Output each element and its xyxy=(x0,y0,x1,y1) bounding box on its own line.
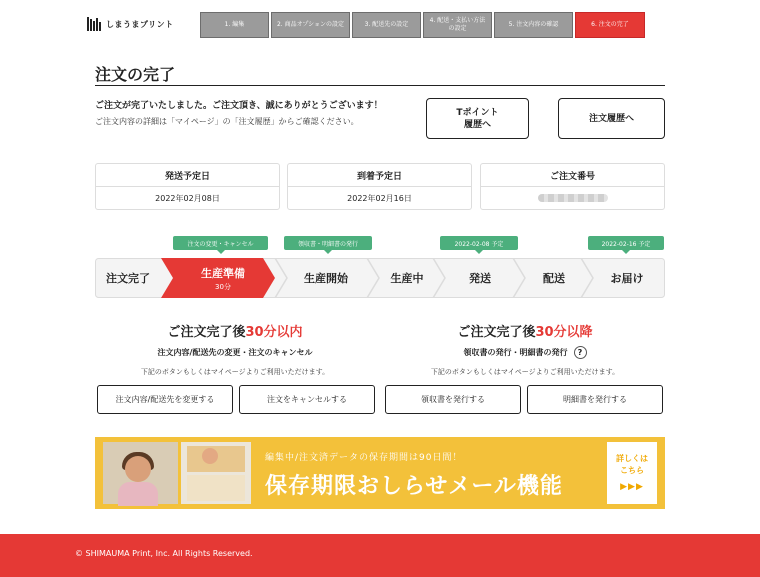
help-icon[interactable]: ? xyxy=(574,346,587,359)
card-value xyxy=(481,187,664,209)
step-label: 6. 注文の完了 xyxy=(591,21,629,28)
ship-date-card xyxy=(95,163,280,210)
cta-label: 詳しくは こちら xyxy=(616,454,648,475)
stage-label: 生産準備 xyxy=(201,266,245,280)
card-label: 発送予定日 xyxy=(96,164,279,187)
redacted-order-number xyxy=(538,194,608,202)
photo-shape xyxy=(202,448,218,464)
thanks-message: ご注文が完了いたしました。ご注文頂き、誠にありがとうございます！ xyxy=(95,101,383,111)
step-label: 1. 編集 xyxy=(224,21,245,28)
title-divider xyxy=(95,85,665,86)
within-30min-note: 下記のボタンもしくはマイページよりご利用いただけます。 xyxy=(140,368,330,376)
within-30min-subtitle: 注文内容/配送先の変更・注文のキャンセル xyxy=(157,348,313,357)
title-highlight: 30分以内 xyxy=(245,325,303,340)
child-photo-image xyxy=(103,442,178,504)
banner-headline: 保存期限おしらせメール機能 xyxy=(265,474,563,499)
step-3 xyxy=(352,12,421,38)
after-30min-subtitle xyxy=(385,346,665,359)
step-4 xyxy=(423,12,492,38)
arrival-date-card xyxy=(287,163,472,210)
step-6-active xyxy=(575,12,645,38)
subtitle-text: 領収書の発行・明細書の発行 xyxy=(463,348,568,357)
stage-label: 注文完了 xyxy=(106,272,150,285)
title-prefix: ご注文完了後 xyxy=(457,325,536,340)
title-prefix: ご注文完了後 xyxy=(167,325,246,340)
photo-shape xyxy=(187,475,245,501)
change-order-button[interactable]: 注文内容/配送先を変更する xyxy=(97,385,233,414)
issue-statement-button[interactable]: 明細書を発行する xyxy=(527,385,663,414)
step-label: 5. 注文内容の確認 xyxy=(508,21,559,28)
stage-label: 生産中 xyxy=(390,272,424,285)
photo-shape xyxy=(118,482,158,506)
progress-tag: 2022-02-08 予定 xyxy=(440,236,518,250)
progress-tag: 注文の変更・キャンセル xyxy=(173,236,268,250)
progress-tag: 領収書・明細書の発行 xyxy=(284,236,372,250)
page-title: 注文の完了 xyxy=(95,65,176,84)
progress-tag: 2022-02-16 予定 xyxy=(588,236,664,250)
brand-logo[interactable] xyxy=(87,17,174,31)
logo-text: しまうまプリント xyxy=(106,19,174,29)
stage-order-complete xyxy=(95,258,161,298)
order-progress-bar xyxy=(95,258,665,298)
stage-delivered xyxy=(589,258,665,298)
order-history-button[interactable]: 注文履歴へ xyxy=(558,98,665,139)
after-30min-title xyxy=(385,321,665,340)
step-1 xyxy=(200,12,269,38)
stage-label: 配送 xyxy=(543,272,565,285)
step-2 xyxy=(271,12,350,38)
storage-notice-banner[interactable] xyxy=(95,437,665,509)
stage-in-production xyxy=(375,258,439,298)
order-number-card xyxy=(480,163,665,210)
title-highlight: 30分以降 xyxy=(535,325,593,340)
tpoint-history-button[interactable]: Tポイント 履歴へ xyxy=(426,98,529,139)
banner-details-button[interactable] xyxy=(607,442,657,504)
zebra-logo-icon xyxy=(87,17,101,31)
site-footer xyxy=(0,534,760,577)
thanks-subtext: ご注文内容の詳細は「マイページ」の「注文履歴」からご確認ください。 xyxy=(95,117,359,126)
banner-subtitle: 編集中/注文済データの保存期間は90日間！ xyxy=(265,453,463,463)
step-5 xyxy=(494,12,573,38)
photo-shape xyxy=(125,456,151,482)
checkout-steps xyxy=(200,12,645,38)
stage-label: お届け xyxy=(610,272,644,285)
stage-preparing xyxy=(173,258,273,298)
stage-shipping xyxy=(441,258,519,298)
step-label: 3. 配送先の設定 xyxy=(364,21,409,28)
within-30min-title xyxy=(95,321,375,340)
card-label: ご注文番号 xyxy=(481,164,664,187)
card-value: 2022年02月16日 xyxy=(347,193,412,203)
step-label: 2. 商品オプションの設定 xyxy=(276,21,345,28)
stage-production-start xyxy=(281,258,371,298)
step-label: 4. 配送・支払い方法の設定 xyxy=(429,17,486,32)
stage-label: 発送 xyxy=(469,272,491,285)
card-value: 2022年02月08日 xyxy=(155,193,220,203)
card-label: 到着予定日 xyxy=(288,164,471,187)
after-30min-note: 下記のボタンもしくはマイページよりご利用いただけます。 xyxy=(430,368,620,376)
issue-receipt-button[interactable]: 領収書を発行する xyxy=(385,385,521,414)
stage-sublabel: 30分 xyxy=(215,282,231,291)
copyright-text: © SHIMAUMA Print, Inc. All Rights Reserved. xyxy=(75,549,253,558)
stage-label: 生産開始 xyxy=(304,272,348,285)
stage-delivery xyxy=(521,258,587,298)
photobook-image xyxy=(181,442,251,504)
cancel-order-button[interactable]: 注文をキャンセルする xyxy=(239,385,375,414)
triple-arrow-icon: ▶▶▶ xyxy=(620,482,644,492)
